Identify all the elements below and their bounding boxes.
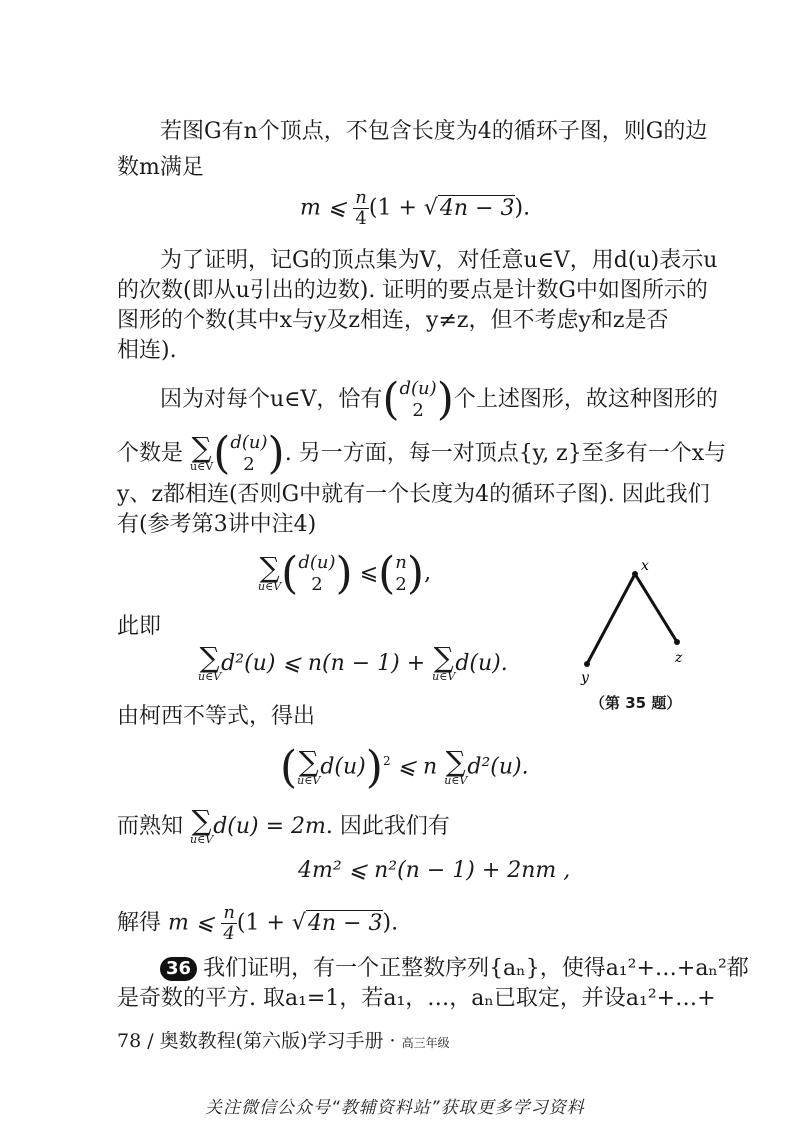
sum-symbol: ∑ u∈V xyxy=(258,550,282,593)
formula-quadratic: 4m² ⩽ n²(n − 1) + 2nm , xyxy=(298,858,571,883)
binom-bottom: 2 xyxy=(311,573,323,595)
paragraph-line: 有(参考第3讲中注4) xyxy=(117,512,317,537)
paragraph-line: 数m满足 xyxy=(117,155,204,180)
edge-xy xyxy=(587,574,635,664)
sum-subscript: u∈V xyxy=(258,579,282,593)
numerator: n xyxy=(355,187,367,208)
binom-bottom: 2 xyxy=(243,454,255,475)
grade-label: 高三年级 xyxy=(401,1036,450,1050)
figure-caption: （第 35 题） xyxy=(590,694,682,712)
fraction xyxy=(221,903,237,944)
sum-subscript: u∈V xyxy=(198,670,222,683)
paragraph-line: 为了证明，记G的顶点集为V，对任意u∈V，用d(u)表示u xyxy=(160,248,718,273)
sum-symbol: ∑ u∈V xyxy=(190,431,214,473)
binomial xyxy=(230,432,267,476)
paragraph-line xyxy=(117,804,689,846)
page-number: 78 / xyxy=(117,1030,154,1052)
page-footer xyxy=(117,1026,450,1053)
paragraph-line: 因为对每个u∈V，恰有( d(u) 2 )个上述图形，故这种图形的 xyxy=(160,374,718,425)
formula-text: d(u) = 2m xyxy=(213,814,326,839)
sqrt-content: 4n − 3 xyxy=(439,195,515,221)
binom-top: d(u) xyxy=(399,378,437,399)
sum-subscript: u∈V xyxy=(297,773,321,787)
text: . 另一方面，每一对顶点{y, z}至多有一个x与 xyxy=(284,441,727,466)
paragraph-line: 此即 xyxy=(117,614,162,639)
paragraph-line: 若图G有n个顶点，不包含长度为4的循环子图，则G的边 xyxy=(160,119,708,144)
text: 因为对每个u∈V，恰有 xyxy=(160,387,383,412)
sum-symbol: ∑ u∈V xyxy=(444,744,468,787)
formula-text: d²(u). xyxy=(467,754,529,780)
text: 解得 xyxy=(117,910,162,936)
exponent: 2 xyxy=(382,754,391,769)
paragraph-line: 是奇数的平方. 取a₁=1，若a₁，…，aₙ已取定，并设a₁²+…+ xyxy=(117,986,716,1011)
sum-symbol: ∑ u∈V xyxy=(198,641,222,683)
text: 我们证明，有一个正整数序列{aₙ}，使得a₁²+…+aₙ²都 xyxy=(203,956,749,981)
paragraph-line: 图形的个数(其中x与y及z相连，y≠z，但不考虑y和z是否 xyxy=(117,308,669,333)
binom-top: n xyxy=(395,551,407,573)
sum-subscript: u∈V xyxy=(444,773,468,787)
formula-text: ). xyxy=(514,195,531,221)
paragraph-line: 个数是 ∑ u∈V ( d(u) 2 ). 另一方面，每一对顶点{y, z}至多有一个x与 xyxy=(117,428,727,479)
text: 个数是 xyxy=(117,441,184,466)
paragraph-line xyxy=(160,954,749,984)
paragraph-line: 相连). xyxy=(117,338,177,363)
sum-subscript: u∈V xyxy=(190,460,214,473)
binomial xyxy=(298,552,335,596)
vertex-label-x: x xyxy=(641,560,649,574)
formula-text: ⩽ n xyxy=(397,754,438,780)
problem-number-badge: 36 xyxy=(160,957,197,981)
sum-subscript: u∈V xyxy=(432,670,456,683)
vertex-label-z: z xyxy=(675,650,683,666)
formula-text: m ⩽ xyxy=(168,910,215,936)
formula-text: m ⩽ xyxy=(300,195,347,221)
formula-text: d²(u) ⩽ n(n − 1) + xyxy=(221,651,433,676)
formula-text: (1 + xyxy=(368,195,424,221)
formula-text: , xyxy=(424,560,432,586)
paragraph-line: 解得 m ⩽ $\frac{n}{4}$ (1 + √4n − 3). xyxy=(117,902,399,944)
paragraph-line: y、z都相连(否则G中就有一个长度为4的循环子图). 因此我们 xyxy=(117,482,710,507)
binom-top: d(u) xyxy=(230,432,268,453)
binom-bottom: 2 xyxy=(395,573,407,595)
denominator: 4 xyxy=(223,923,235,944)
text: . 因此我们有 xyxy=(325,814,450,839)
fraction xyxy=(353,188,369,229)
edge-xz xyxy=(635,574,677,642)
sum-subscript: u∈V xyxy=(190,833,214,846)
formula-text: (1 + xyxy=(236,910,292,936)
binom-top: d(u) xyxy=(298,551,336,573)
numerator: n xyxy=(223,902,235,923)
paragraph-line: 由柯西不等式，得出 xyxy=(117,704,316,729)
formula-text: ). xyxy=(382,910,399,936)
formula-text: ⩽ xyxy=(359,560,379,586)
vertex-y xyxy=(584,661,590,667)
vertex-z xyxy=(674,639,680,645)
vertex-x xyxy=(632,571,638,577)
text: 而熟知 xyxy=(117,814,184,839)
binom-bottom: 2 xyxy=(412,400,424,421)
formula-degree-sum xyxy=(198,641,508,683)
formula-text: d(u). xyxy=(455,651,508,676)
sum-symbol: ∑ u∈V xyxy=(297,744,321,787)
formula-text: d(u) xyxy=(320,754,366,780)
denominator: 4 xyxy=(355,208,367,229)
formula-edge-bound: m ⩽ $\frac{n}{4}$ (1 + √4n − 3). xyxy=(300,187,531,229)
book-title: 奥数教程(第六版)学习手册 · xyxy=(159,1030,396,1052)
sum-symbol: ∑ u∈V xyxy=(190,804,214,846)
formula-cauchy: ( ∑ u∈V d(u))$^2$ ⩽ n ∑ u∈V d²(u). xyxy=(280,742,529,793)
sqrt-content: 4n − 3 xyxy=(307,910,383,936)
binomial xyxy=(400,378,437,422)
formula-sum-binom: ∑ u∈V ( d(u) 2 ) ⩽( n 2 ), xyxy=(258,548,432,599)
text: 个上述图形，故这种图形的 xyxy=(453,387,718,412)
sum-symbol: ∑ u∈V xyxy=(432,641,456,683)
vertex-label-y: y xyxy=(581,670,589,686)
watermark-text: 关注微信公众号“教辅资料站”获取更多学习资料 xyxy=(205,1098,585,1118)
binomial xyxy=(395,552,407,596)
paragraph-line: 的次数(即从u引出的边数). 证明的要点是计数G中如图所示的 xyxy=(117,278,708,303)
